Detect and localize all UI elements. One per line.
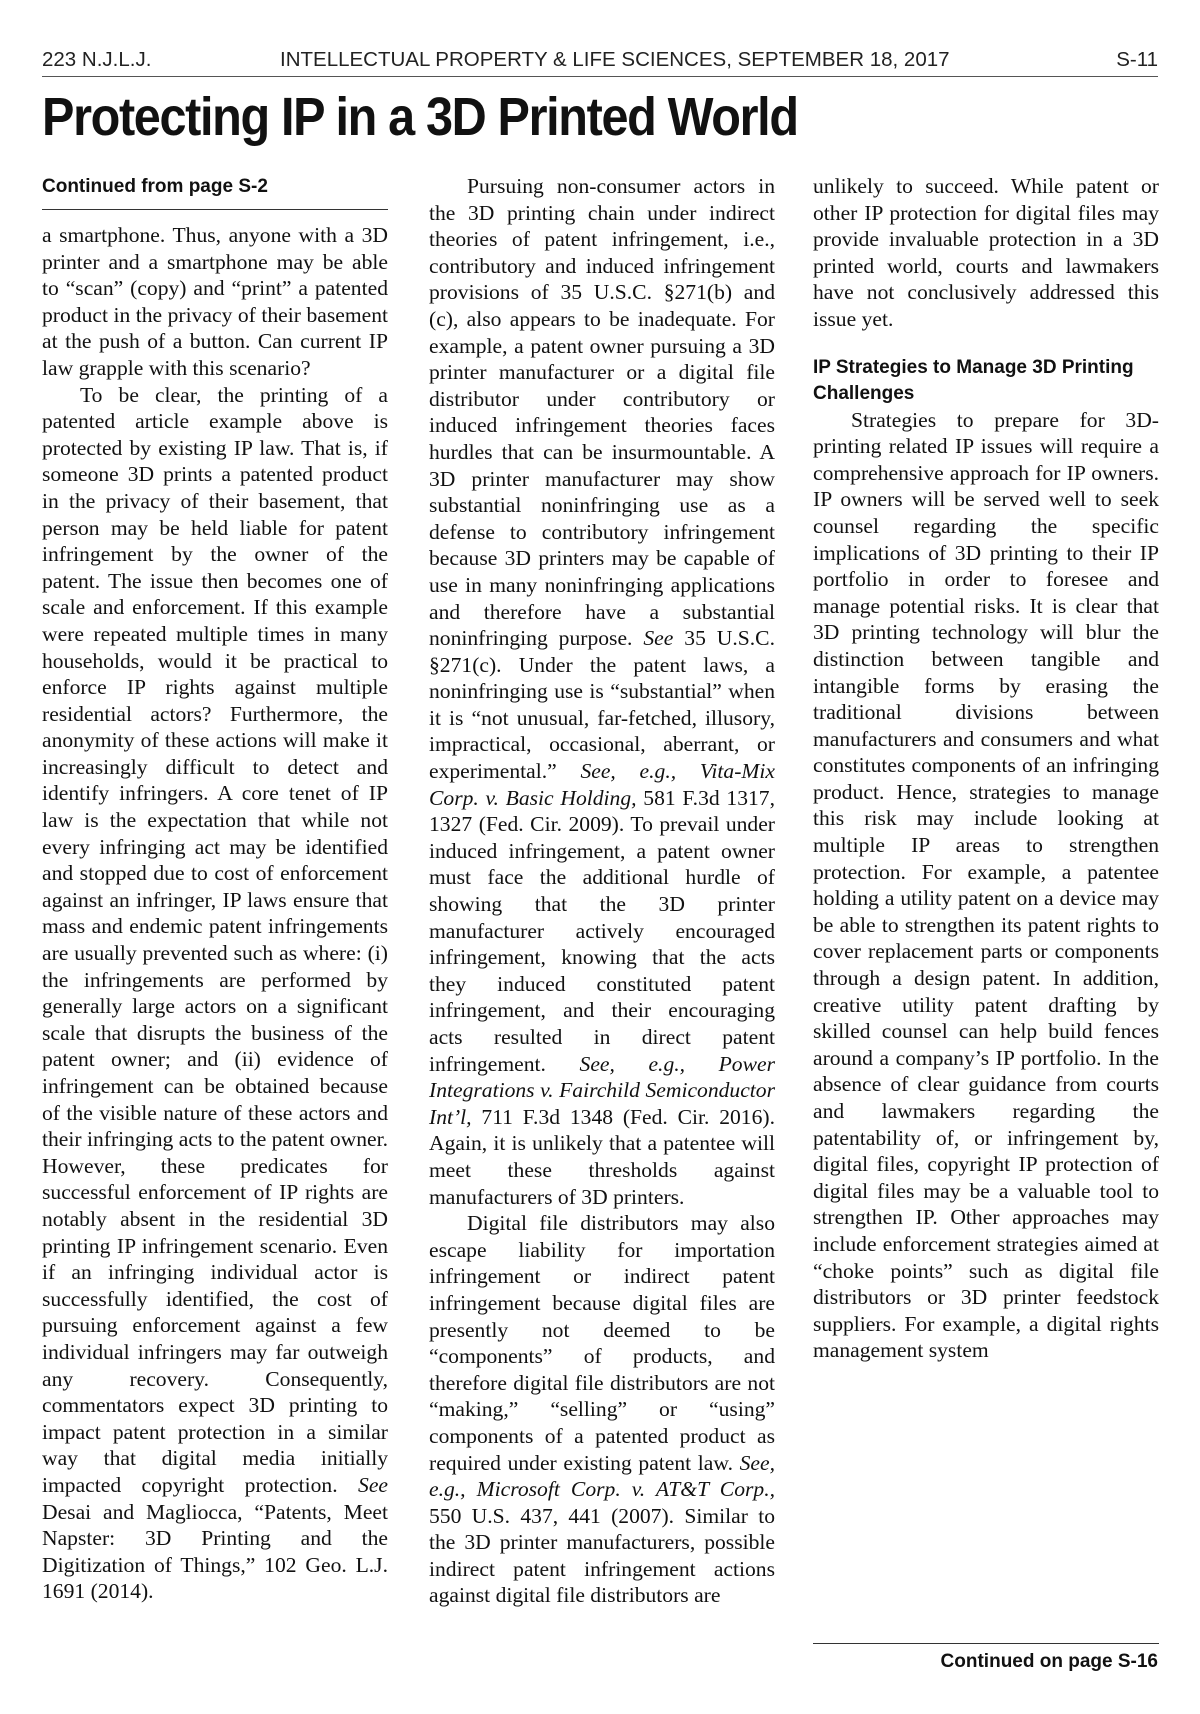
see-signal-2: See <box>643 626 674 651</box>
paragraph-3-text-d: 711 F.3d 1348 (Fed. Cir. 2016). Again, it is unlikely that a patentee will meet these thresholds against manufacturers of 3D printers. <box>429 1104 775 1209</box>
continued-rule <box>813 1643 1159 1644</box>
column-3 <box>813 173 1159 1364</box>
paragraph-2-citation: Desai and Magliocca, “Patents, Meet Napster: 3D Printing and the Digitization of Things,” 102 Geo. L.J. 1691 (2014). <box>42 1499 388 1604</box>
case-citation-microsoft: See, e.g., Microsoft Corp. v. AT&T Corp., <box>429 1450 775 1502</box>
paragraph-1: a smartphone. Thus, anyone with a 3D printer and a smartphone may be able to “scan” (copy) and “print” a patented product in the privacy of their basement at the push of a button. Can current IP law grapple with this scenario? <box>42 223 388 380</box>
paragraph-4-text-a: Digital file distributors may also escape liability for importation infringement or indirect patent infringement because digital files are presently not deemed to be “components” of products, and therefore digital file distributors are not “making,” “selling” or “using” components of a patented product as required under existing patent law. <box>429 1211 775 1475</box>
paragraph-3 <box>429 173 775 1210</box>
continued-on: Continued on page S-16 <box>940 1651 1158 1672</box>
case-citation-vitamix: See, e.g., Vita-Mix Corp. v. Basic Holding, <box>429 759 775 810</box>
paragraph-3-text-c: 581 F.3d 1317, 1327 (Fed. Cir. 2009). To prevail under induced infringement, a patent owner must face the additional hurdle of showing that the 3D printer manufacturer actively encouraged infringement, knowing that the acts they induced constituted patent infringement, and their encouraging acts resulted in direct patent infringement. <box>429 785 775 1076</box>
header-rule <box>42 76 1158 77</box>
case-citation-power: See, e.g., Power Integrations v. Fairchild Semiconductor Int’l, <box>429 1051 775 1129</box>
paragraph-4 <box>429 1210 775 1609</box>
column-1 <box>42 173 388 1605</box>
paragraph-4-text-b: 550 U.S. 437, 441 (2007). Similar to the 3D printer manufacturers, possible indirect patent infringement actions against digital file distributors are <box>429 1503 775 1608</box>
paragraph-2 <box>42 382 388 1605</box>
paragraph-5: Strategies to prepare for 3D-printing related IP issues will require a comprehensive approach for IP owners. IP owners will be served well to seek counsel regarding the specific implications of 3D printing to their IP portfolio in order to foresee and manage potential risks. It is clear that 3D printing technology will blur the distinction between tangible and intangible forms by erasing the traditional divisions between manufacturers and consumers and what constitutes components of an infringing product. Hence, strategies to manage this risk may include looking at multiple IP areas to strengthen protection. For example, a patentee holding a utility patent on a device may be able to strengthen its patent rights to cover replacement parts or components through a design patent. In addition, creative utility patent drafting by skilled counsel can help build fences around a company’s IP portfolio. In the absence of clear guidance from courts and lawmakers regarding the patentability of, or infringement by, digital files, copyright IP protection of digital files may be a valuable tool to strengthen IP. Other approaches may include enforcement strategies aimed at “choke points” such as digital file distributors or 3D printer feedstock suppliers. For example, a digital rights management system <box>813 407 1159 1363</box>
paragraph-3-text-b: 35 U.S.C. §271(c). Under the patent laws, a noninfringing use is “substantial” when it is “not unusual, far-fetched, illusory, impractical, occasional, aberrant, or experimental.” <box>429 626 775 784</box>
section-subhead: IP Strategies to Manage 3D Printing Challenges <box>813 356 1134 404</box>
see-signal: See <box>358 1472 388 1497</box>
page-number: S-11 <box>1116 48 1158 71</box>
paragraph-4-continued: unlikely to succeed. While patent or other IP protection for digital files may provide invaluable protection in a 3D printed world, courts and lawmakers have not conclusively addressed this issue yet. <box>813 174 1159 331</box>
citation: 223 N.J.L.J. <box>42 48 152 71</box>
paragraph-3-text-a: Pursuing non-consumer actors in the 3D printing chain under indirect theories of patent infringement, i.e., contributory and induced infringement provisions of 35 U.S.C. §271(b) and (c), also appears to be inadequate. For example, a patent owner pursuing a 3D printer manufacturer or a digital file distributor under contributory or induced infringement theories faces hurdles that can be insurmountable. A 3D printer manufacturer may show substantial noninfringing use as a defense to contributory infringement because 3D printers may be capable of use in many noninfringing applications and therefore have a substantial noninfringing purpose. <box>429 174 775 651</box>
publication-line: INTELLECTUAL PROPERTY & LIFE SCIENCES, SEPTEMBER 18, 2017 <box>280 48 950 71</box>
continued-from: Continued from page S-2 <box>42 175 388 210</box>
column-2 <box>429 173 775 1609</box>
article-title: Protecting IP in a 3D Printed World <box>42 87 798 147</box>
running-header <box>42 44 1158 84</box>
paragraph-2-text: To be clear, the printing of a patented article example above is protected by existing IP law. That is, if someone 3D prints a patented product in the privacy of their basement, that person may be held liable for patent infringement by the owner of the patent. The issue then becomes one of scale and enforcement. If this example were repeated multiple times in many households, would it be practical to enforce IP rights against multiple residential actors? Furthermore, the anonymity of these actions will make it increasingly difficult to detect and identify infringers. A core tenet of IP law is the expectation that while not every infringing act may be identified and stopped due to cost of enforcement against an infringer, IP laws ensure that mass and endemic patent infringements are usually prevented such as where: (i) the infringements are performed by generally large actors on a significant scale that disrupts the business of the patent owner; and (ii) evidence of infringement can be obtained because of the visible nature of these actors and their infringing acts to the patent owner. However, these predicates for successful enforcement of IP rights are notably absent in the residential 3D printing IP infringement scenario. Even if an infringing individual actor is successfully identified, the cost of pursuing enforcement against a few individual infringers may far outweigh any recovery. Consequently, commentators expect 3D printing to impact patent protection in a similar way that digital media initially impacted copyright protection. <box>42 382 389 1497</box>
